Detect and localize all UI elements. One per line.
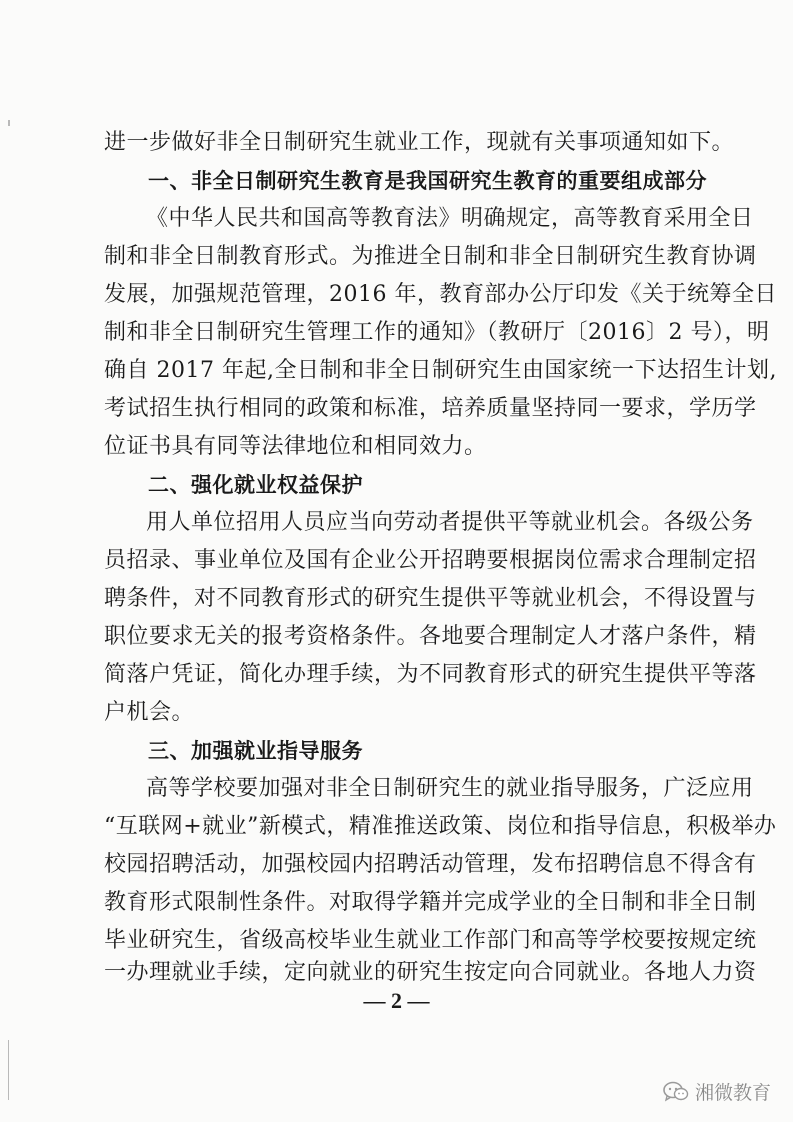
- watermark: [663, 1078, 771, 1105]
- body-line: 发展，加强规范管理，2016 年，教育部办公厅印发《关于统筹全日: [104, 282, 777, 307]
- scan-edge-mark: [8, 1040, 9, 1100]
- body-line: 进一步做好非全日制研究生就业工作，现就有关事项通知如下。: [104, 130, 735, 155]
- body-line: 考试招生执行相同的政策和标准，培养质量坚持同一要求，学历学: [104, 396, 757, 421]
- wechat-icon: [663, 1081, 689, 1103]
- body-line: 确自 2017 年起,全日制和非全日制研究生由国家统一下达招生计划,: [104, 358, 777, 383]
- body-line: 毕业研究生，省级高校毕业生就业工作部门和高等学校要按规定统: [104, 928, 757, 953]
- body-line: 位证书具有同等法律地位和相同效力。: [104, 434, 487, 459]
- body-line: 职位要求无关的报考资格条件。各地要合理制定人才落户条件，精: [104, 624, 757, 649]
- body-line: 户机会。: [104, 700, 195, 725]
- body-line: 高等学校要加强对非全日制研究生的就业指导服务，广泛应用: [146, 776, 754, 801]
- page-number: — 2 —: [363, 988, 430, 1013]
- section-heading: 二、强化就业权益保护: [148, 473, 363, 497]
- body-line: 简落户凭证，简化办理手续，为不同教育形式的研究生提供平等落: [104, 662, 757, 687]
- body-line: 制和非全日制研究生管理工作的通知》（教研厅〔2016〕2 号），明: [104, 320, 770, 345]
- watermark-label: 湘微教育: [694, 1082, 771, 1104]
- body-line: 用人单位招用人员应当向劳动者提供平等就业机会。各级公务: [146, 510, 754, 535]
- body-line: 制和非全日制教育形式。为推进全日制和非全日制研究生教育协调: [104, 244, 757, 269]
- section-heading: 三、加强就业指导服务: [148, 739, 363, 763]
- body-line: 聘条件，对不同教育形式的研究生提供平等就业机会，不得设置与: [104, 586, 757, 611]
- body-line: 《中华人民共和国高等教育法》明确规定，高等教育采用全日: [146, 206, 754, 231]
- body-line: 教育形式限制性条件。对取得学籍并完成学业的全日制和非全日制: [104, 890, 757, 915]
- body-line: “互联网+就业”新模式，精准推送政策、岗位和指导信息，积极举办: [104, 814, 777, 839]
- body-line: 校园招聘活动，加强校园内招聘活动管理，发布招聘信息不得含有: [104, 852, 757, 877]
- body-line: 员招录、事业单位及国有企业公开招聘要根据岗位需求合理制定招: [104, 548, 757, 573]
- section-heading: 一、非全日制研究生教育是我国研究生教育的重要组成部分: [148, 169, 707, 193]
- body-line: 一办理就业手续，定向就业的研究生按定向合同就业。各地人力资: [104, 960, 757, 985]
- scan-edge-mark: [8, 120, 10, 126]
